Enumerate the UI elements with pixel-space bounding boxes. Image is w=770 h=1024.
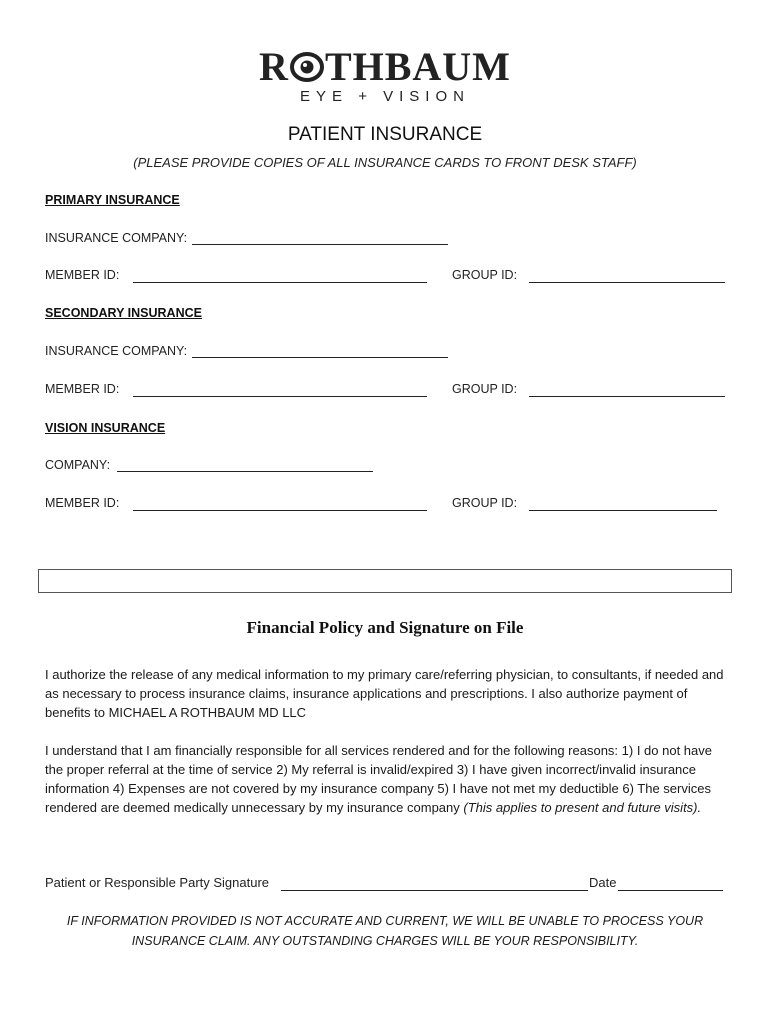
page-title: PATIENT INSURANCE (287, 124, 483, 145)
vision-member-label: MEMBER ID: (45, 496, 120, 510)
secondary-group-label: GROUP ID: (452, 382, 518, 396)
date-field[interactable] (618, 890, 723, 891)
secondary-company-label: INSURANCE COMPANY: (45, 344, 188, 358)
financial-policy-title: Financial Policy and Signature on File (246, 618, 524, 637)
authorization-paragraph: I authorize the release of any medical information to my primary care/referring physician, to consultants, if needed and as necessary to process insurance claims, insurance applications and prescriptions. I also authorize payment of benefits to MICHAEL A ROTHBAUM MD LLC (45, 667, 724, 720)
secondary-company-field[interactable] (192, 357, 448, 358)
responsibility-text: I understand that I am financially responsible for all services rendered and for the following reasons: 1) I do not have the proper referral at the time of service 2) My referral is invalid/expired 3) I have given incorrect/invalid insurance information 4) Expenses are not covered by my insurance company 5) I have not met my deductible 6) The services rendered are deemed medically unnecessary by my insurance company (45, 743, 712, 815)
vision-insurance-heading: VISION INSURANCE (45, 421, 166, 435)
vision-group-field[interactable] (529, 510, 717, 511)
secondary-member-field[interactable] (133, 396, 427, 397)
page-subtitle: (PLEASE PROVIDE COPIES OF ALL INSURANCE CARDS TO FRONT DESK STAFF) (133, 155, 637, 170)
secondary-member-label: MEMBER ID: (45, 382, 120, 396)
primary-insurance-heading: PRIMARY INSURANCE (45, 193, 180, 207)
vision-group-label: GROUP ID: (452, 496, 518, 510)
warning-line-1: IF INFORMATION PROVIDED IS NOT ACCURATE AND CURRENT, WE WILL BE UNABLE TO PROCESS YOUR (66, 914, 704, 928)
date-label: Date (589, 875, 617, 890)
vision-company-field[interactable] (117, 471, 373, 472)
primary-group-field[interactable] (529, 282, 725, 283)
secondary-group-field[interactable] (529, 396, 725, 397)
primary-member-label: MEMBER ID: (45, 268, 120, 282)
warning-notice (45, 911, 725, 951)
eye-logo-icon (290, 52, 324, 82)
secondary-insurance-heading: SECONDARY INSURANCE (45, 306, 202, 320)
primary-group-label: GROUP ID: (452, 268, 518, 282)
logo-text-end: THBAUM (324, 44, 511, 89)
logo-tagline: EYE + VISION (300, 88, 470, 105)
warning-line-2: INSURANCE CLAIM. ANY OUTSTANDING CHARGES WILL BE YOUR RESPONSIBILITY. (131, 934, 639, 948)
responsibility-paragraph (45, 741, 725, 817)
signature-label: Patient or Responsible Party Signature (45, 875, 270, 890)
signature-field[interactable] (281, 890, 588, 891)
vision-member-field[interactable] (133, 510, 427, 511)
responsibility-note: (This applies to present and future visits). (463, 800, 702, 815)
logo-text-start: R (259, 44, 289, 89)
primary-company-field[interactable] (192, 244, 448, 245)
blank-box (38, 569, 732, 593)
primary-member-field[interactable] (133, 282, 427, 283)
primary-company-label: INSURANCE COMPANY: (45, 231, 188, 245)
logo (0, 44, 770, 90)
vision-company-label: COMPANY: (45, 458, 111, 472)
